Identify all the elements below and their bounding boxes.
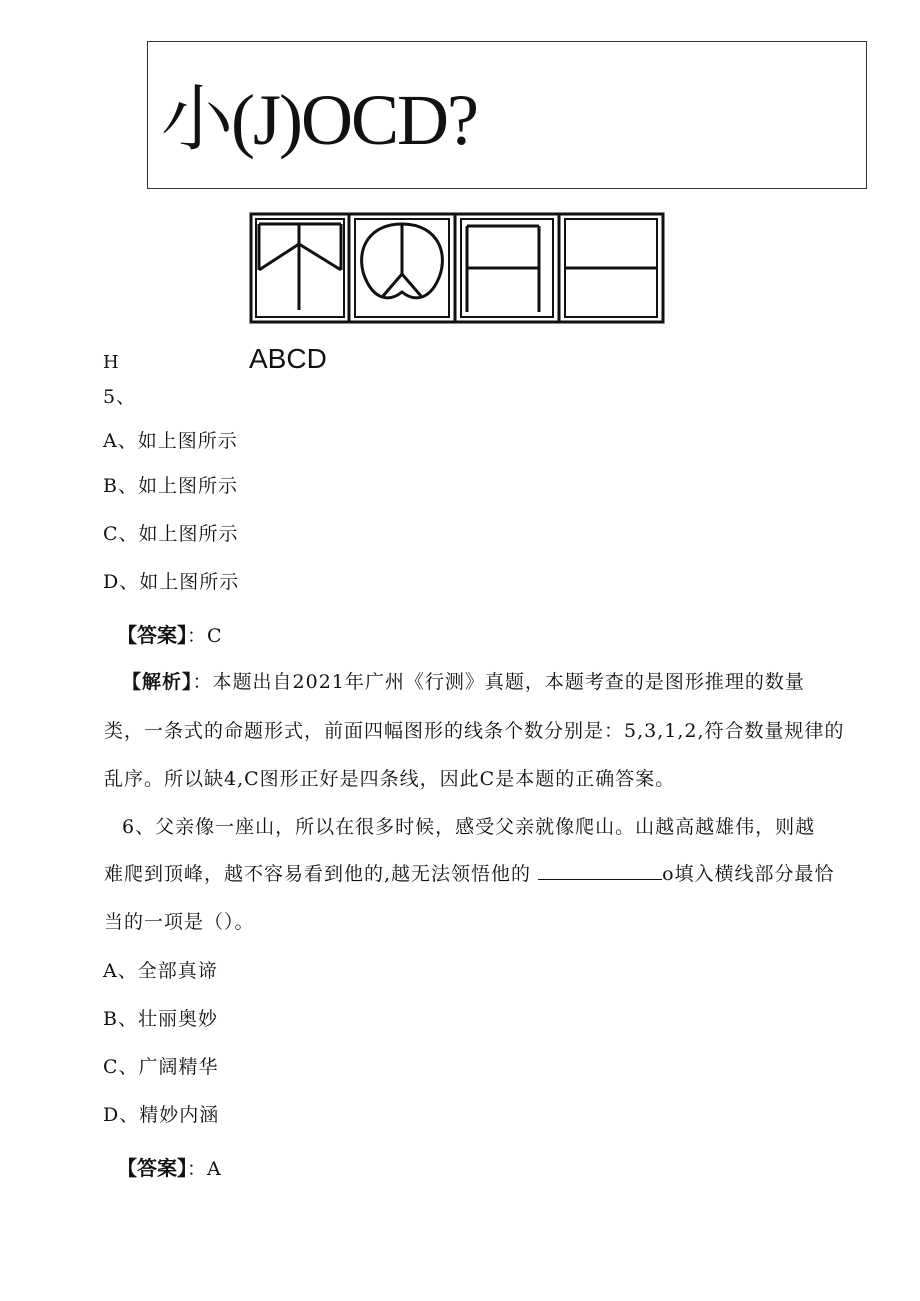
- answer: 【答案】：C: [117, 623, 223, 647]
- option-d: D、如上图所示: [103, 571, 240, 593]
- option-figure-b: [349, 214, 455, 322]
- option-c: C、如上图所示: [103, 523, 239, 545]
- fill-blank: [538, 861, 662, 880]
- analysis-line-3: 乱序。所以缺4,C图形正好是四条线，因此C是本题的正确答案。: [104, 768, 676, 790]
- option-figure-a: [251, 214, 349, 322]
- q6-option-a: A、全部真谛: [103, 960, 218, 982]
- figure-option-labels: ABCD: [249, 343, 327, 374]
- stray-mark: H: [103, 352, 119, 373]
- q6-option-d: D、精妙内涵: [103, 1104, 220, 1126]
- analysis-line-1: 【解析】：本题出自2021年广州《行测》真题，本题考查的是图形推理的数量: [122, 671, 805, 693]
- option-figures: [249, 212, 665, 326]
- question-6-stem-3: 当的一项是（）。: [104, 911, 255, 933]
- option-b: B、如上图所示: [103, 475, 238, 497]
- option-a: A、如上图所示: [103, 430, 238, 452]
- q6-option-b: B、壮丽奥妙: [103, 1008, 218, 1030]
- question-6-stem-1: 6、父亲像一座山，所以在很多时候，感受父亲就像爬山。山越高越雄伟，则越: [122, 816, 816, 838]
- question-figure-box: [147, 41, 867, 189]
- question-number: 5、: [103, 386, 137, 408]
- figure-title: 小(J)OCD?: [161, 80, 477, 160]
- analysis-line-2: 类，一条式的命题形式，前面四幅图形的线条个数分别是：5,3,1,2,符合数量规律的: [104, 720, 845, 742]
- option-figure-c: [455, 214, 559, 322]
- q6-answer: 【答案】：A: [117, 1156, 222, 1180]
- question-6-stem-2: 难爬到顶峰，越不容易看到他的,越无法领悟他的 o填入横线部分最恰: [104, 863, 835, 885]
- q6-option-c: C、广阔精华: [103, 1056, 219, 1078]
- option-figure-d: [559, 214, 663, 322]
